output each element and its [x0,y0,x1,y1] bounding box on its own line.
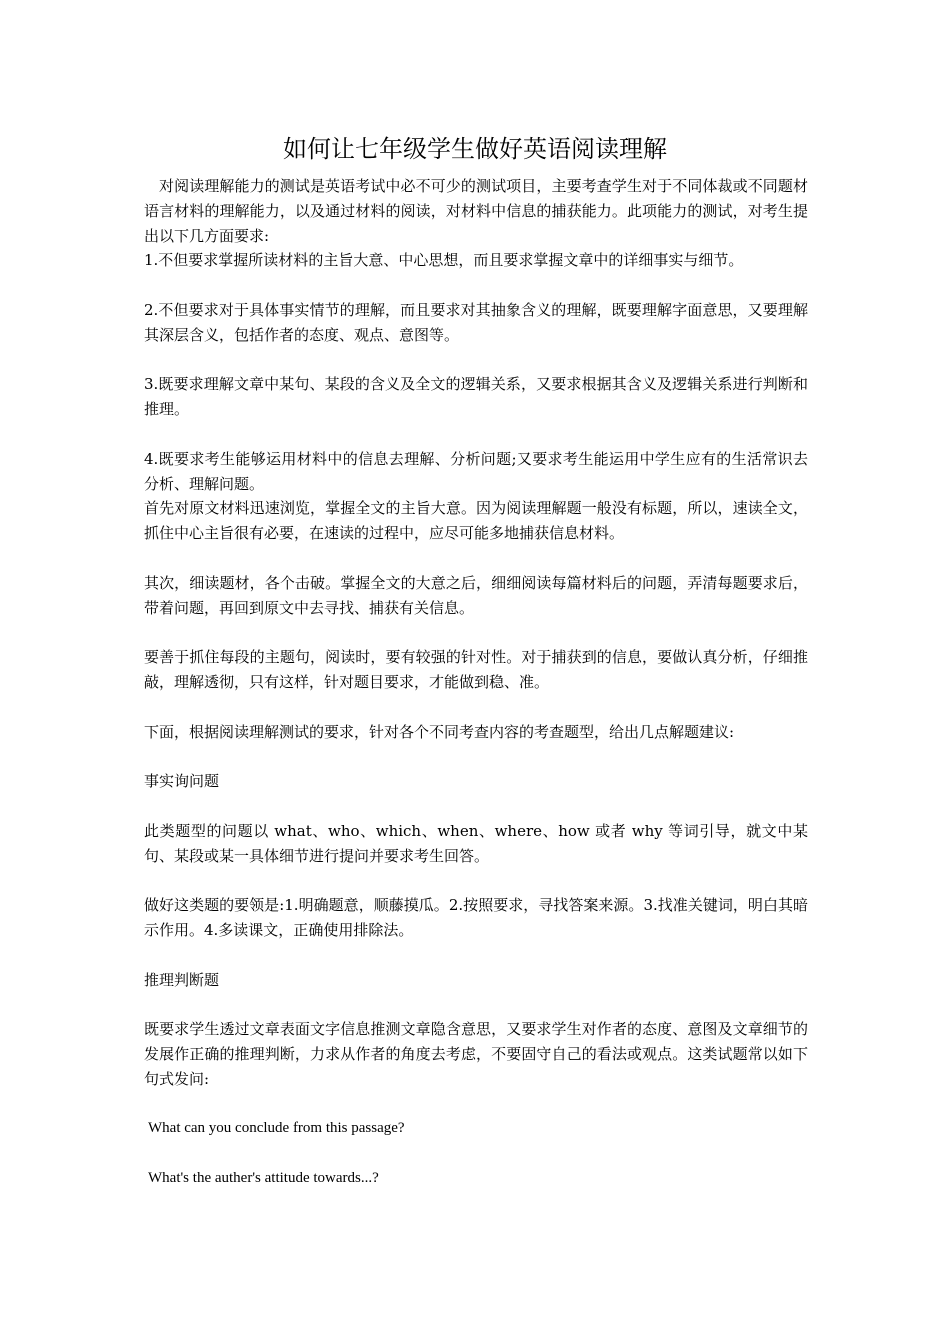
fact-questions-tips-paragraph: 做好这类题的要领是:1.明确题意，顺藤摸瓜。2.按照要求，寻找答案来源。3.找准关键词，明白其暗示作用。4.多读课文，正确使用排除法。 [144,896,808,939]
example-question-1: What can you conclude from this passage? [148,1120,405,1137]
requirement-3: 3.既要求理解文章中某句、某段的含义及全文的逻辑关系，又要求根据其含义及逻辑关系进行判断和推理。 [144,375,808,419]
topic-sentence-paragraph: 要善于抓住每段的主题句，阅读时，要有较强的针对性。对于捕获到的信息，要做认真分析，仔细推敲，理解透彻，只有这样，针对题目要求，才能做到稳、准。 [144,648,808,691]
example-question-2: What's the auther's attitude towards...? [148,1169,379,1186]
fact-questions-paragraph: 此类题型的问题以 what、who、which、when、where、how 或者 why 等词引导，就文中某句、某段或某一具体细节进行提问并要求考生回答。 [144,821,808,865]
section-heading-inference-questions: 推理判断题 [144,970,220,989]
inference-questions-paragraph: 既要求学生透过文章表面文字信息推测文章隐含意思，又要求学生对作者的态度、意图及文章细节的发展作正确的推理判断，力求从作者的角度去考虑，不要固守自己的看法或观点。这类试题常以如下句式发问: [144,1020,808,1088]
intro-paragraph: 对阅读理解能力的测试是英语考试中必不可少的测试项目，主要考查学生对于不同体裁或不同题材语言材料的理解能力，以及通过材料的阅读，对材料中信息的捕获能力。此项能力的测试，对考生提出以下几方面要求: [144,177,808,245]
step-first-paragraph: 首先对原文材料迅速浏览，掌握全文的主旨大意。因为阅读理解题一般没有标题，所以，速读全文，抓住中心主旨很有必要，在速读的过程中，应尽可能多地捕获信息材料。 [144,499,808,543]
section-heading-fact-questions: 事实询问题 [144,772,220,791]
document-title: 如何让七年级学生做好英语阅读理解 [283,135,667,163]
suggestions-intro-paragraph: 下面，根据阅读理解测试的要求，针对各个不同考查内容的考查题型，给出几点解题建议: [144,722,735,741]
requirement-1: 1.不但要求掌握所读材料的主旨大意、中心思想，而且要求掌握文章中的详细事实与细节。 [144,251,744,270]
document-body [144,174,808,1191]
requirement-4: 4.既要求考生能够运用材料中的信息去理解、分析问题;又要求考生能运用中学生应有的生活常识去分析、理解问题。 [144,449,808,493]
step-second-paragraph: 其次，细读题材，各个击破。掌握全文的大意之后，细细阅读每篇材料后的问题，弄清每题要求后，带着问题，再回到原文中去寻找、捕获有关信息。 [144,573,808,617]
requirement-2: 2.不但要求对于具体事实情节的理解，而且要求对其抽象含义的理解，既要理解字面意思，又要理解其深层含义，包括作者的态度、观点、意图等。 [144,300,808,344]
